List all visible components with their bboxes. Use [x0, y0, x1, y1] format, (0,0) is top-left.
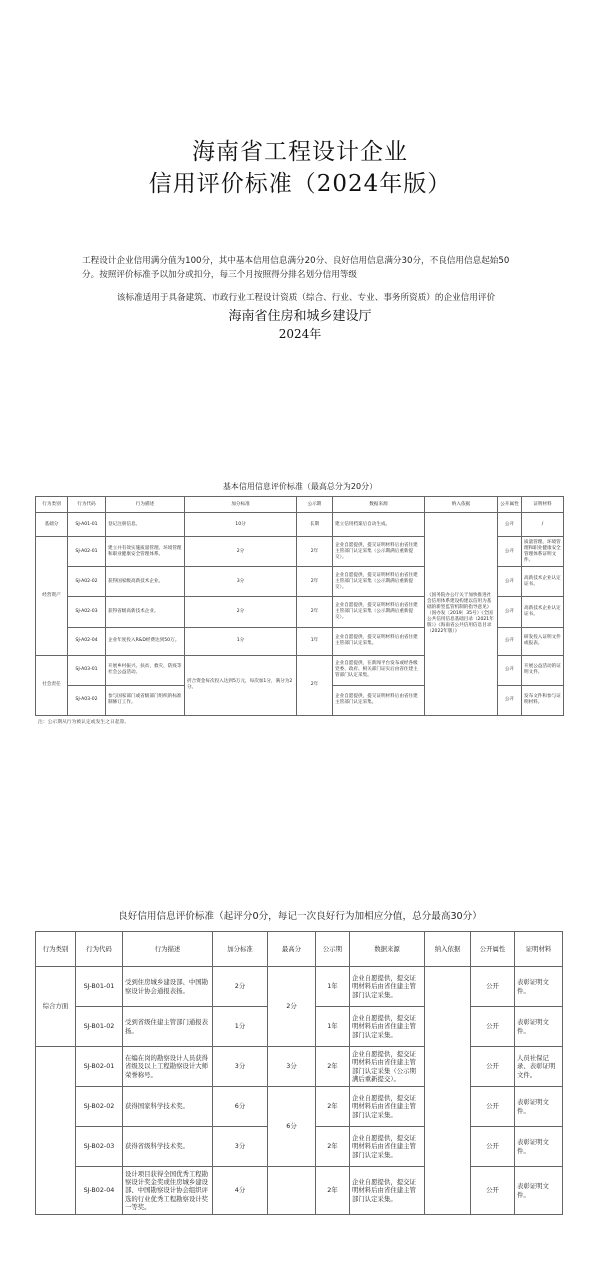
title-line-1: 海南省工程设计企业 — [192, 139, 408, 165]
max-score-cell — [268, 1167, 316, 1215]
proof-cell: 开展公益活动的证明文件。 — [522, 655, 564, 685]
desc-cell: 获得省级高新技术企业。 — [106, 597, 185, 627]
period-cell: 2年 — [297, 567, 333, 597]
score-cell: 10分 — [185, 513, 297, 537]
good-header-cell: 最高分 — [268, 932, 316, 967]
code-cell: SJ-B02-03 — [76, 1127, 123, 1167]
title-line-2: 信用评价标准（2024年版） — [148, 171, 452, 197]
basis-cell: 《国务院办公厅关于加快推进社会信用体系建设构建以信用为基础的新型监管机制的指导意见》（国办发〔2019〕35号）《全国公共信用信息基础目录（2021年版）》《海南省公共信用信息目录（2022年版）》 — [425, 513, 498, 716]
period-cell: 2年 — [316, 1167, 350, 1215]
public-cell: 公开 — [498, 513, 522, 537]
code-cell: SJ-A02-03 — [68, 597, 106, 627]
issuer: 海南省住房和城乡建设厅 — [228, 309, 372, 324]
proof-cell: / — [522, 513, 564, 537]
period-cell: 2年 — [297, 597, 333, 627]
table-row — [36, 967, 563, 1007]
source-cell: 企业自愿提供，提交证明材料后由省住建主管部门认定采集。 — [350, 967, 425, 1007]
desc-cell: 设计项目获得全国优秀工程勘察设计奖金奖或住房城乡建设部、中国勘察设计协会组织评选的行业优秀工程勘察设计奖一等奖。 — [123, 1167, 213, 1215]
basic-header-cell: 行为代码 — [68, 497, 106, 513]
max-score-cell: 2分 — [268, 967, 316, 1047]
issue-year: 2024年 — [278, 327, 322, 341]
basic-header-cell: 纳入依据 — [425, 497, 498, 513]
source-cell: 企业自愿提供，提交证明材料后由省住建主管部门认定采集（公示期满后重新提交）。 — [333, 567, 425, 597]
desc-cell: 登记注册信息。 — [106, 513, 185, 537]
good-header-cell: 加分标准 — [213, 932, 268, 967]
basic-header-cell: 行为类别 — [36, 497, 68, 513]
source-cell: 企业自愿提供，提交证明材料后由省住建主管部门认定采集。 — [350, 1167, 425, 1215]
good-header-row — [36, 932, 563, 967]
public-cell: 公开 — [471, 1127, 515, 1167]
table-row — [36, 1047, 563, 1087]
period-cell: 2年 — [297, 655, 333, 715]
desc-cell: 企业年度投入R&D经费达到50万。 — [106, 627, 185, 655]
table-row — [36, 513, 564, 537]
code-cell: SJ-A01-01 — [68, 513, 106, 537]
source-cell: 企业自愿提供，提交证明材料后由省住建主管部门认定采集。 — [350, 1127, 425, 1167]
max-score-cell: 6分 — [268, 1087, 316, 1167]
code-cell: SJ-A02-02 — [68, 567, 106, 597]
good-header-cell: 公开属性 — [471, 932, 515, 967]
proof-cell: 表彰证明文件。 — [515, 1167, 563, 1215]
source-cell: 企业自愿提供，提交证明材料后由省住建主管部门认定采集。 — [333, 627, 425, 655]
basic-header-cell: 公示期 — [297, 497, 333, 513]
desc-cell: 获得国家级高新技术企业。 — [106, 567, 185, 597]
good-header-cell: 证明材料 — [515, 932, 563, 967]
source-cell: 建立信用档案后自动生成。 — [333, 513, 425, 537]
desc-cell: 开展乡村振兴、扶贫、救灾、防疫等社会公益活动。 — [106, 655, 185, 685]
source-cell: 企业自愿提供，提交证明材料后由省住建主管部门认定采集（公示期满后重新提交）。 — [333, 597, 425, 627]
source-cell: 企业自愿提供，提交证明材料后由省住建主管部门认定采集。 — [350, 1007, 425, 1047]
category-cell — [36, 1047, 76, 1215]
public-cell: 公开 — [471, 1047, 515, 1087]
source-cell: 企业自愿提供，提交证明材料后由省住建主管部门认定采集。 — [350, 1087, 425, 1127]
public-cell: 公开 — [471, 1087, 515, 1127]
public-cell: 公开 — [498, 597, 522, 627]
good-header-cell: 行为代码 — [76, 932, 123, 967]
score-cell: 4分 — [213, 1167, 268, 1215]
proof-cell: 高新技术企业认定证书。 — [522, 597, 564, 627]
period-cell: 长期 — [297, 513, 333, 537]
score-cell: 1分 — [185, 627, 297, 655]
code-cell: SJ-A02-01 — [68, 537, 106, 567]
source-cell: 企业自愿提供，在新闻平台发布或经各级党委、政府、相关部门证实后由省住建主管部门认定采集。 — [333, 655, 425, 685]
period-cell: 2年 — [316, 1047, 350, 1087]
proof-cell: 质量管理、环境管理和职业健康安全管理体系证明文件。 — [522, 537, 564, 567]
basic-header-cell: 证明材料 — [522, 497, 564, 513]
proof-cell: 研发投入证明文件或报表。 — [522, 627, 564, 655]
public-cell: 公开 — [498, 685, 522, 715]
code-cell: SJ-B01-02 — [76, 1007, 123, 1047]
period-cell: 2年 — [297, 537, 333, 567]
code-cell: SJ-A02-04 — [68, 627, 106, 655]
period-cell: 1年 — [297, 627, 333, 655]
period-cell: 1年 — [316, 967, 350, 1007]
basic-header-row — [36, 497, 564, 513]
public-cell: 公开 — [471, 1007, 515, 1047]
good-table-caption: 良好信用信息评价标准（起评分0分，每记一次良好行为加相应分值，总分最高30分） — [118, 911, 482, 922]
table-row — [36, 1087, 563, 1127]
code-cell: SJ-B01-01 — [76, 967, 123, 1007]
public-cell: 公开 — [498, 627, 522, 655]
good-header-cell: 行为描述 — [123, 932, 213, 967]
desc-cell: 参与国家部门或省级部门组织的标准制修订工作。 — [106, 685, 185, 715]
desc-cell: 受到省级住建主管部门通报表扬。 — [123, 1007, 213, 1047]
score-cell: 3分 — [185, 567, 297, 597]
good-header-cell: 行为类别 — [36, 932, 76, 967]
public-cell: 公开 — [498, 567, 522, 597]
proof-cell: 发布文件和参与证明材料。 — [522, 685, 564, 715]
desc-cell: 获得省级科学技术奖。 — [123, 1127, 213, 1167]
proof-cell: 表彰证明文件。 — [515, 967, 563, 1007]
code-cell: SJ-B02-02 — [76, 1087, 123, 1127]
category-cell: 社会责任 — [36, 655, 68, 715]
score-cell: 1分 — [213, 1007, 268, 1047]
source-cell: 企业自愿提供，提交证明材料后由省住建主管部门认定采集（公示期满后重新提交）。 — [333, 537, 425, 567]
score-cell: 2分 — [213, 967, 268, 1007]
public-cell: 公开 — [498, 655, 522, 685]
proof-cell: 人员社保记录、表彰证明文件。 — [515, 1047, 563, 1087]
basic-header-cell: 公开属性 — [498, 497, 522, 513]
code-cell: SJ-A03-01 — [68, 655, 106, 685]
category-cell: 综合方面 — [36, 967, 76, 1047]
basic-credit-table — [35, 496, 564, 716]
basic-table-footnote: 注：公示期从行为被认定或发生之日起算。 — [38, 720, 130, 725]
category-cell: 基础分 — [36, 513, 68, 537]
basic-table-caption: 基本信用信息评价标准（最高总分为20分） — [222, 482, 378, 491]
intro-paragraph: 工程设计企业信用满分值为100分，其中基本信用信息满分20分、良好信用信息满分30分，不良信用信息起始50分。按照评价标准予以加分或扣分，每三个月按照得分排名划分信用等级 — [82, 256, 510, 280]
score-cell: 2分 — [185, 597, 297, 627]
scope-text: 该标准适用于具备建筑、市政行业工程设计资质（综合、行业、专业、事务所资质）的企业信用评价 — [116, 293, 496, 303]
good-header-cell: 数据来源 — [350, 932, 425, 967]
code-cell: SJ-B02-01 — [76, 1047, 123, 1087]
desc-cell: 建立并有效实施质量管理、环境管理和职业健康安全管理体系。 — [106, 537, 185, 567]
public-cell: 公开 — [471, 1167, 515, 1215]
good-credit-table — [35, 931, 563, 1215]
score-cell: 折合资金每次投入达到5万元，每次加1分，满分为2分。 — [185, 655, 297, 715]
basis-cell — [425, 967, 471, 1215]
score-cell: 3分 — [213, 1127, 268, 1167]
public-cell: 公开 — [498, 537, 522, 567]
basic-header-cell: 数据来源 — [333, 497, 425, 513]
category-cell: 经营资产 — [36, 537, 68, 656]
good-header-cell: 纳入依据 — [425, 932, 471, 967]
basic-header-cell: 行为描述 — [106, 497, 185, 513]
score-cell: 2分 — [185, 537, 297, 567]
desc-cell: 在编在岗的勘察设计人员获得省级及以上工程勘察设计大师荣誉称号。 — [123, 1047, 213, 1087]
public-cell: 公开 — [471, 967, 515, 1007]
code-cell: SJ-B02-04 — [76, 1167, 123, 1215]
proof-cell: 表彰证明文件。 — [515, 1127, 563, 1167]
period-cell: 2年 — [316, 1127, 350, 1167]
code-cell: SJ-A03-02 — [68, 685, 106, 715]
score-cell: 3分 — [213, 1047, 268, 1087]
table-row — [36, 1167, 563, 1215]
desc-cell: 获得国家科学技术奖。 — [123, 1087, 213, 1127]
max-score-cell: 3分 — [268, 1047, 316, 1087]
period-cell: 2年 — [316, 1087, 350, 1127]
score-cell: 6分 — [213, 1087, 268, 1127]
proof-cell: 高新技术企业认定证书。 — [522, 567, 564, 597]
period-cell: 1年 — [316, 1007, 350, 1047]
good-header-cell: 公示期 — [316, 932, 350, 967]
proof-cell: 表彰证明文件。 — [515, 1007, 563, 1047]
desc-cell: 受到住房城乡建设部、中国勘察设计协会通报表扬。 — [123, 967, 213, 1007]
proof-cell: 表彰证明文件。 — [515, 1087, 563, 1127]
source-cell: 企业自愿提供，提交证明材料后由省住建主管部门认定采集。 — [333, 685, 425, 715]
source-cell: 企业自愿提供，提交证明材料后由省住建主管部门认定采集（公示期满后重新提交）。 — [350, 1047, 425, 1087]
basic-header-cell: 加分标准 — [185, 497, 297, 513]
